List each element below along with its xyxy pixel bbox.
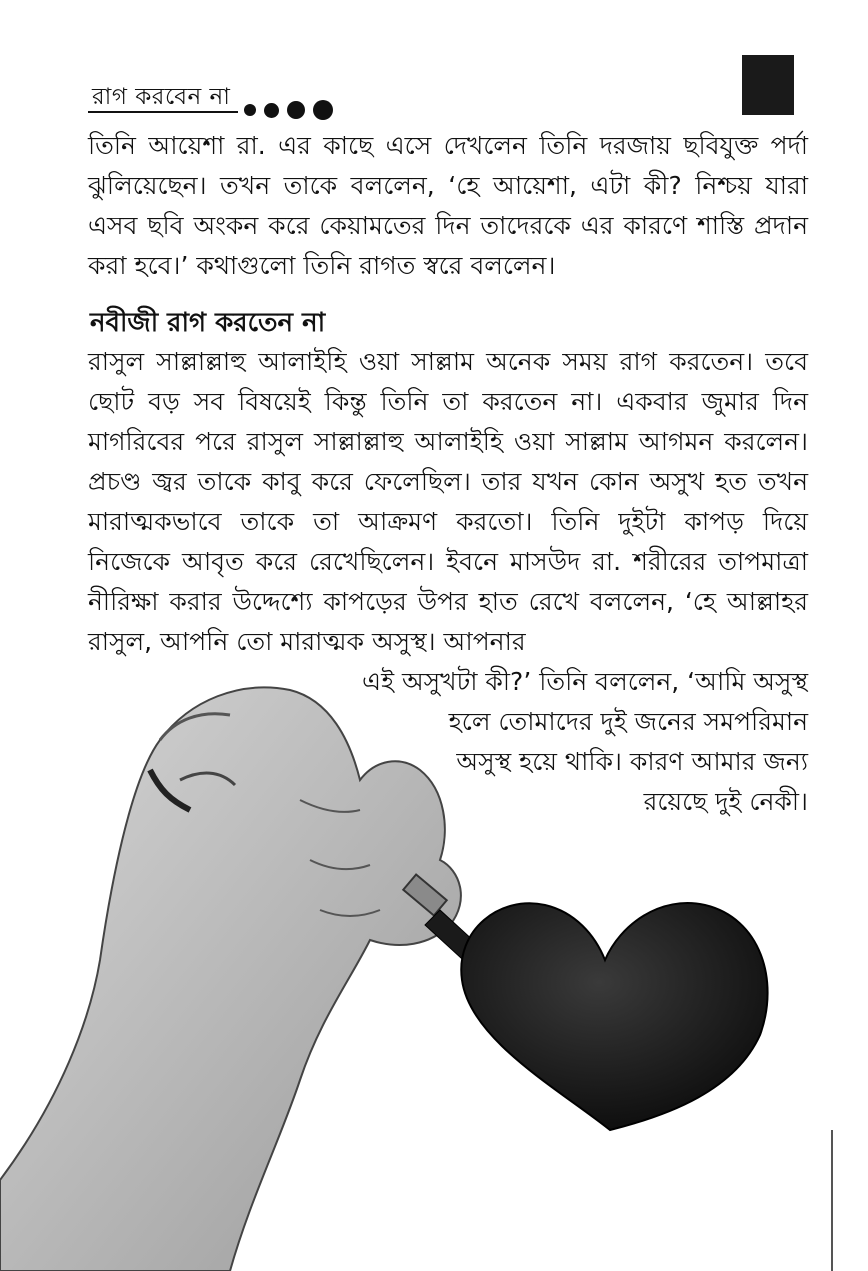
running-head: রাগ করবেন না xyxy=(92,84,231,110)
paragraph-1: তিনি আয়েশা রা. এর কাছে এসে দেখলেন তিনি দরজায় ছবিযুক্ত পর্দা ঝুলিয়েছেন। তখন তাকে বললেন, ‘হে আয়েশা, এটা কী? নিশ্চয় যারা এসব ছবি অংকন করে কেয়ামতের দিন তাদেরকে এর কারণে শাস্তি প্রদান করা হবে।’ কথাগুলো তিনি রাগত স্বরে বললেন। xyxy=(88,131,808,280)
dot-icon xyxy=(287,101,305,119)
decorative-dots xyxy=(244,100,333,120)
arm-shape xyxy=(0,687,461,1271)
wrap-line-1: এই অসুখটা কী?’ তিনি বললেন, ‘আমি অসুস্থ xyxy=(362,667,808,696)
heart-icon xyxy=(461,903,767,1130)
wrap-line-2: হলে তোমাদের দুই জনের সমপরিমান xyxy=(448,707,808,736)
dot-icon xyxy=(244,104,256,116)
section-heading: নবীজী রাগ করতেন না xyxy=(90,308,326,338)
page-corner-block xyxy=(742,55,794,115)
paragraph-2: রাসুল সাল্লাল্লাহু আলাইহি ওয়া সাল্লাম অনেক সময় রাগ করতেন। তবে ছোট বড় সব বিষয়েই কিন্তু তিনি তা করতেন না। একবার জুমার দিন মাগরিবের পরে রাসুল সাল্লাল্লাহু আলাইহি ওয়া সাল্লাম আগমন করলেন। প্রচণ্ড জ্বর তাকে কাবু করে ফেলেছিল। তার যখন কোন অসুখ হত তখন মারাত্মকভাবে তাকে তা আক্রমণ করতো। তিনি দুইটা কাপড় দিয়ে নিজেকে আবৃত করে রেখেছিলেন। ইবনে মাসউদ রা. শরীরের তাপমাত্রা নীরিক্ষা করার উদ্দেশ্যে কাপড়ের উপর হাত রেখে বললেন, ‘হে আল্লাহর রাসুল, আপনি তো মারাত্মক অসুস্থ। আপনার xyxy=(88,347,808,656)
dot-icon xyxy=(264,103,279,118)
running-head-rule xyxy=(88,111,238,113)
wrap-line-4: রয়েছে দুই নেকী। xyxy=(643,787,808,816)
dot-icon xyxy=(313,100,333,120)
wrap-line-3: অসুস্থ হয়ে থাকি। কারণ আমার জন্য xyxy=(456,747,808,776)
